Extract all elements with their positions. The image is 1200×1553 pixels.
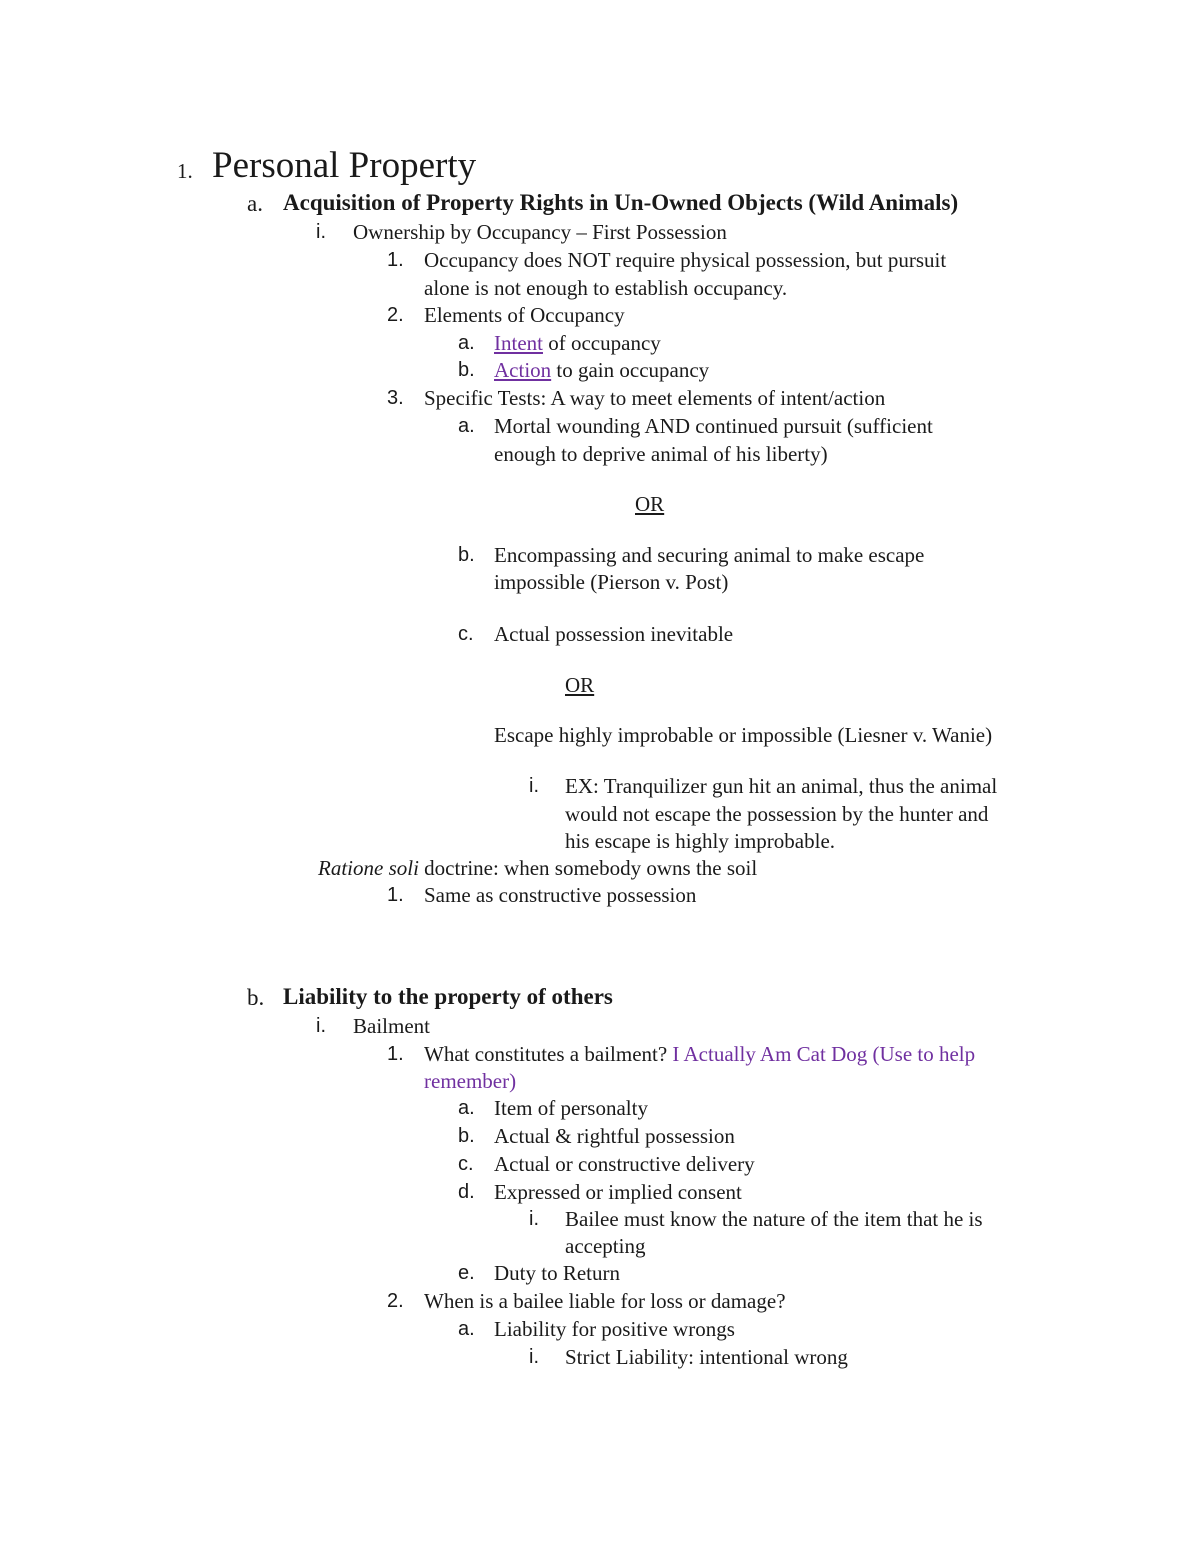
list-marker: i.	[529, 775, 539, 797]
list-item-text: enough to deprive animal of his liberty)	[494, 442, 828, 466]
list-marker: b.	[458, 1125, 475, 1147]
page-title: Personal Property	[212, 145, 477, 186]
list-item-text: Intent of occupancy	[494, 331, 661, 355]
list-item-text: Action to gain occupancy	[494, 358, 710, 382]
list-item-text: alone is not enough to establish occupancy.	[424, 276, 788, 300]
list-item-text: Occupancy does NOT require physical possession, but pursuit	[424, 248, 947, 272]
list-item-text: Liability for positive wrongs	[494, 1317, 735, 1341]
list-marker: 1.	[177, 159, 193, 183]
list-item-text: Same as constructive possession	[424, 883, 697, 907]
list-marker: 1.	[387, 249, 404, 271]
or-separator: OR	[565, 673, 595, 697]
list-marker: a.	[458, 1097, 475, 1119]
list-item-text: Mortal wounding AND continued pursuit (sufficient	[494, 414, 933, 438]
list-marker: e.	[458, 1262, 475, 1284]
mnemonic-text: I Actually Am Cat Dog (Use to help	[672, 1042, 976, 1066]
list-item-text: EX: Tranquilizer gun hit an animal, thus the animal	[565, 774, 998, 798]
list-item-text: impossible (Pierson v. Post)	[494, 570, 729, 594]
list-marker: a.	[458, 1318, 475, 1340]
list-item-text: accepting	[565, 1234, 646, 1258]
list-item-text: Elements of Occupancy	[424, 303, 625, 327]
list-item-text: When is a bailee liable for loss or damage?	[424, 1289, 786, 1313]
list-marker: 2.	[387, 304, 404, 326]
mnemonic-text: remember)	[424, 1069, 517, 1093]
list-item-text: Strict Liability: intentional wrong	[565, 1345, 848, 1369]
section-title: Liability to the property of others	[283, 984, 613, 1009]
list-item-text: What constitutes a bailment? I Actually Am Cat Dog (Use to help	[424, 1042, 976, 1066]
list-item-text: Actual or constructive delivery	[494, 1152, 755, 1176]
list-marker: i.	[316, 1015, 326, 1037]
list-item-text: Ownership by Occupancy – First Possession	[353, 220, 727, 244]
list-marker: 1.	[387, 884, 404, 906]
list-item-text: Item of personalty	[494, 1096, 648, 1120]
list-marker: a.	[458, 332, 475, 354]
list-marker: a.	[247, 191, 263, 216]
action-link[interactable]: Action	[494, 358, 552, 382]
list-marker: b.	[458, 544, 475, 566]
list-item-text: Duty to Return	[494, 1261, 620, 1285]
list-item-text: Actual & rightful possession	[494, 1124, 735, 1148]
list-marker: a.	[458, 415, 475, 437]
list-marker: d.	[458, 1181, 475, 1203]
list-item-text: Expressed or implied consent	[494, 1180, 742, 1204]
list-item-text: Actual possession inevitable	[494, 622, 734, 646]
list-marker: 2.	[387, 1290, 404, 1312]
list-marker: b.	[458, 359, 475, 381]
list-item-text: Encompassing and securing animal to make escape	[494, 543, 925, 567]
list-marker: b.	[247, 985, 265, 1010]
list-item-text: Specific Tests: A way to meet elements of intent/action	[424, 386, 886, 410]
paragraph-text: Escape highly improbable or impossible (Liesner v. Wanie)	[494, 723, 993, 747]
list-marker: i.	[529, 1346, 539, 1368]
list-item-text: his escape is highly improbable.	[565, 829, 836, 853]
list-marker: i.	[316, 221, 326, 243]
list-marker: i.	[529, 1208, 539, 1230]
intent-link[interactable]: Intent	[494, 331, 543, 355]
list-marker: c.	[458, 1153, 474, 1175]
section-title: Acquisition of Property Rights in Un-Owned Objects (Wild Animals)	[283, 190, 959, 215]
paragraph-text: Ratione soli doctrine: when somebody owns the soil	[318, 856, 758, 880]
list-item-text: Bailee must know the nature of the item that he is	[565, 1207, 983, 1231]
list-marker: c.	[458, 623, 474, 645]
list-item-text: Bailment	[353, 1014, 430, 1038]
or-separator: OR	[635, 492, 665, 516]
list-item-text: would not escape the possession by the hunter and	[565, 802, 989, 826]
list-marker: 1.	[387, 1043, 404, 1065]
list-marker: 3.	[387, 387, 404, 409]
